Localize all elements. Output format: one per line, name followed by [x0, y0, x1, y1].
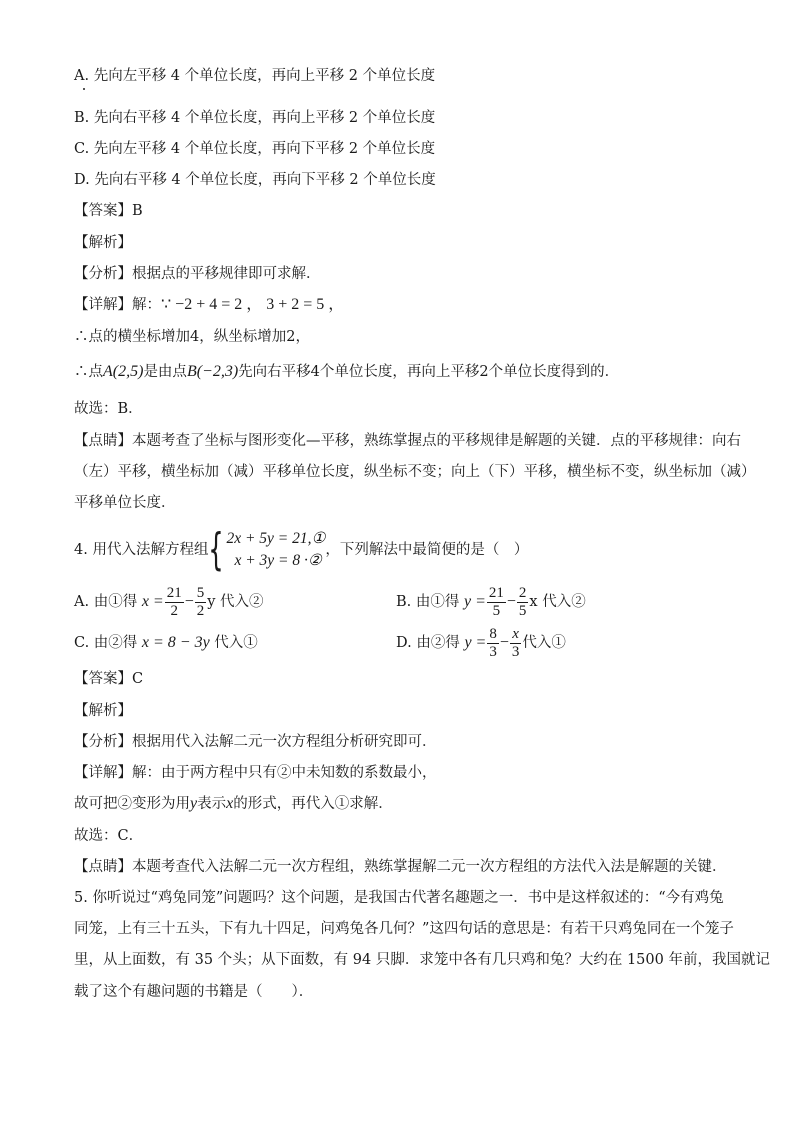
opt-c-pre: C. 由②得 [74, 635, 142, 651]
dianjing-text-1: 本题考查了坐标与图形变化—平移，熟练掌握点的平移规律是解题的关键．点的平移规律：向右 [132, 433, 741, 449]
opt-c-math: x = 8 − 3y [141, 634, 210, 651]
q4-choose: 故选：C． [74, 828, 144, 844]
opt-b-var: y = [463, 593, 486, 610]
answer-tag: 【答案】 [74, 671, 132, 687]
q3-dianjing-2: （左）平移，横坐标加（减）平移单位长度，纵坐标不变；向上（下）平移，横坐标不变，纵坐标加（减） [74, 464, 756, 480]
line2-pre: 故可把②变形为用 [74, 796, 190, 812]
frac-b1: $\frac{21}{5}$ [488, 584, 504, 619]
opt-d-op: − [499, 634, 509, 651]
opt-d-pre: D. 由②得 [396, 635, 465, 651]
q3-dianjing-3: 平移单位长度． [74, 495, 176, 511]
q4-fenxi [74, 732, 437, 752]
line2-y: y [190, 795, 198, 812]
q4-answer [74, 669, 143, 689]
equation-2: x + 3y = 8 ·② [234, 552, 322, 569]
line3-mid: 是由点 [143, 364, 187, 380]
answer-value: B [132, 203, 143, 219]
q3-option-b: B. 先向右平移 4 个单位长度，再向上平移 2 个单位长度 [74, 110, 436, 126]
q3-fenxi [74, 264, 321, 284]
frac-a1: $\frac{21}{2}$ [166, 584, 182, 619]
opt-b-op: − [506, 593, 516, 610]
q3-line2: ∴点的横坐标增加4，纵坐标增加2， [74, 329, 310, 345]
fenxi-text: 根据点的平移规律即可求解． [132, 266, 321, 282]
line2-mid: 表示 [197, 796, 227, 812]
dianjing-tag: 【点睛】 [74, 433, 132, 449]
q5-line-2: 同笼，上有三十五头，下有九十四足，问鸡兔各几何？”这四句话的意思是：有若干只鸡兔同在一个笼子 [74, 921, 734, 937]
q4-option-b [396, 582, 586, 622]
point-b: B(−2,3) [186, 363, 239, 380]
xiangjie-tag: 【详解】 [74, 765, 132, 781]
q4-analysis-tag: 【解析】 [74, 703, 132, 719]
opt-a-post: y 代入② [207, 594, 264, 610]
q3-option-a: A. 先向左平移 4 个单位长度，再向上平移 2 个单位长度 [74, 68, 436, 84]
q5-line-3: 里，从上面数，有 35 个头；从下面数，有 94 只脚．求笼中各有几只鸡和兔？大约在 1500 年前，我国就记 [74, 952, 770, 968]
frac-b2: $\frac{2}{5}$ [518, 584, 527, 619]
q4-option-a [74, 582, 264, 622]
line2-x: x [226, 795, 234, 812]
xiangjie-math: ∵ −2 + 4 = 2 ， 3 + 2 = 5 ， [161, 296, 345, 313]
q4-line2 [74, 794, 393, 814]
opt-d-var: y = [464, 634, 487, 651]
opt-a-pre: A. 由①得 [74, 594, 142, 610]
line3-pre: ∴点 [74, 364, 103, 380]
q3-answer [74, 201, 143, 221]
fenxi-text: 根据用代入法解二元一次方程组分析研究即可． [132, 734, 437, 750]
point-a: A(2,5) [103, 363, 144, 380]
fenxi-tag: 【分析】 [74, 734, 132, 750]
q3-option-c: C. 先向左平移 4 个单位长度，再向下平移 2 个单位长度 [74, 141, 436, 157]
q5-line-1: 5. 你听说过“鸡兔同笼”问题吗？这个问题，是我国古代著名趣题之一．书中是这样叙述的：“今有鸡兔 [74, 890, 724, 906]
q4-stem [74, 525, 528, 575]
q3-dianjing-1 [74, 431, 741, 451]
q3-xiangjie [74, 295, 344, 315]
frac-d2: $\frac{x}{3}$ [511, 625, 520, 660]
xiangjie-tag: 【详解】 [74, 297, 132, 313]
fenxi-tag: 【分析】 [74, 266, 132, 282]
opt-c-post: 代入① [209, 635, 258, 651]
q4-stem-pre: 4. 用代入法解方程组 [74, 542, 209, 558]
q3-option-d: D. 先向右平移 4 个单位长度，再向下平移 2 个单位长度 [74, 172, 436, 188]
xiangjie-text: 解：由于两方程中只有②中未知数的系数最小， [132, 765, 437, 781]
xiangjie-pre: 解： [132, 297, 161, 313]
opt-a-var: x = [141, 593, 164, 610]
q5-line-4: 载了这个有趣问题的书籍是（ ）． [74, 984, 314, 1000]
dianjing-text: 本题考查代入法解二元一次方程组，熟练掌握解二元一次方程组的方法代入法是解题的关键． [132, 859, 727, 875]
equation-1: 2x + 5y = 21,① [226, 530, 326, 547]
answer-value: C [132, 671, 144, 687]
frac-a2: $\frac{5}{2}$ [196, 584, 205, 619]
q4-option-d [396, 623, 566, 663]
equation-system [226, 528, 325, 572]
opt-d-post: 代入① [522, 635, 566, 651]
opt-b-post: x 代入② [529, 594, 586, 610]
opt-a-op: − [184, 593, 194, 610]
line3-post: 先向右平移4个单位长度，再向上平移2个单位长度得到的． [238, 364, 620, 380]
answer-tag: 【答案】 [74, 203, 132, 219]
q3-choose: 故选：B． [74, 401, 143, 417]
dianjing-tag: 【点睛】 [74, 859, 132, 875]
stray-dot [83, 88, 85, 90]
frac-d1: $\frac{8}{3}$ [489, 625, 497, 660]
opt-b-pre: B. 由①得 [396, 594, 464, 610]
q3-analysis-tag: 【解析】 [74, 235, 132, 251]
system-brace: { [208, 524, 225, 575]
q4-stem-post: ，下列解法中最简便的是（ ） [325, 542, 529, 558]
q4-dianjing [74, 857, 727, 877]
line2-post: 的形式，再代入①求解． [233, 796, 393, 812]
q4-xiangjie [74, 763, 437, 783]
q3-line3 [74, 362, 619, 382]
q4-option-c [74, 623, 258, 663]
